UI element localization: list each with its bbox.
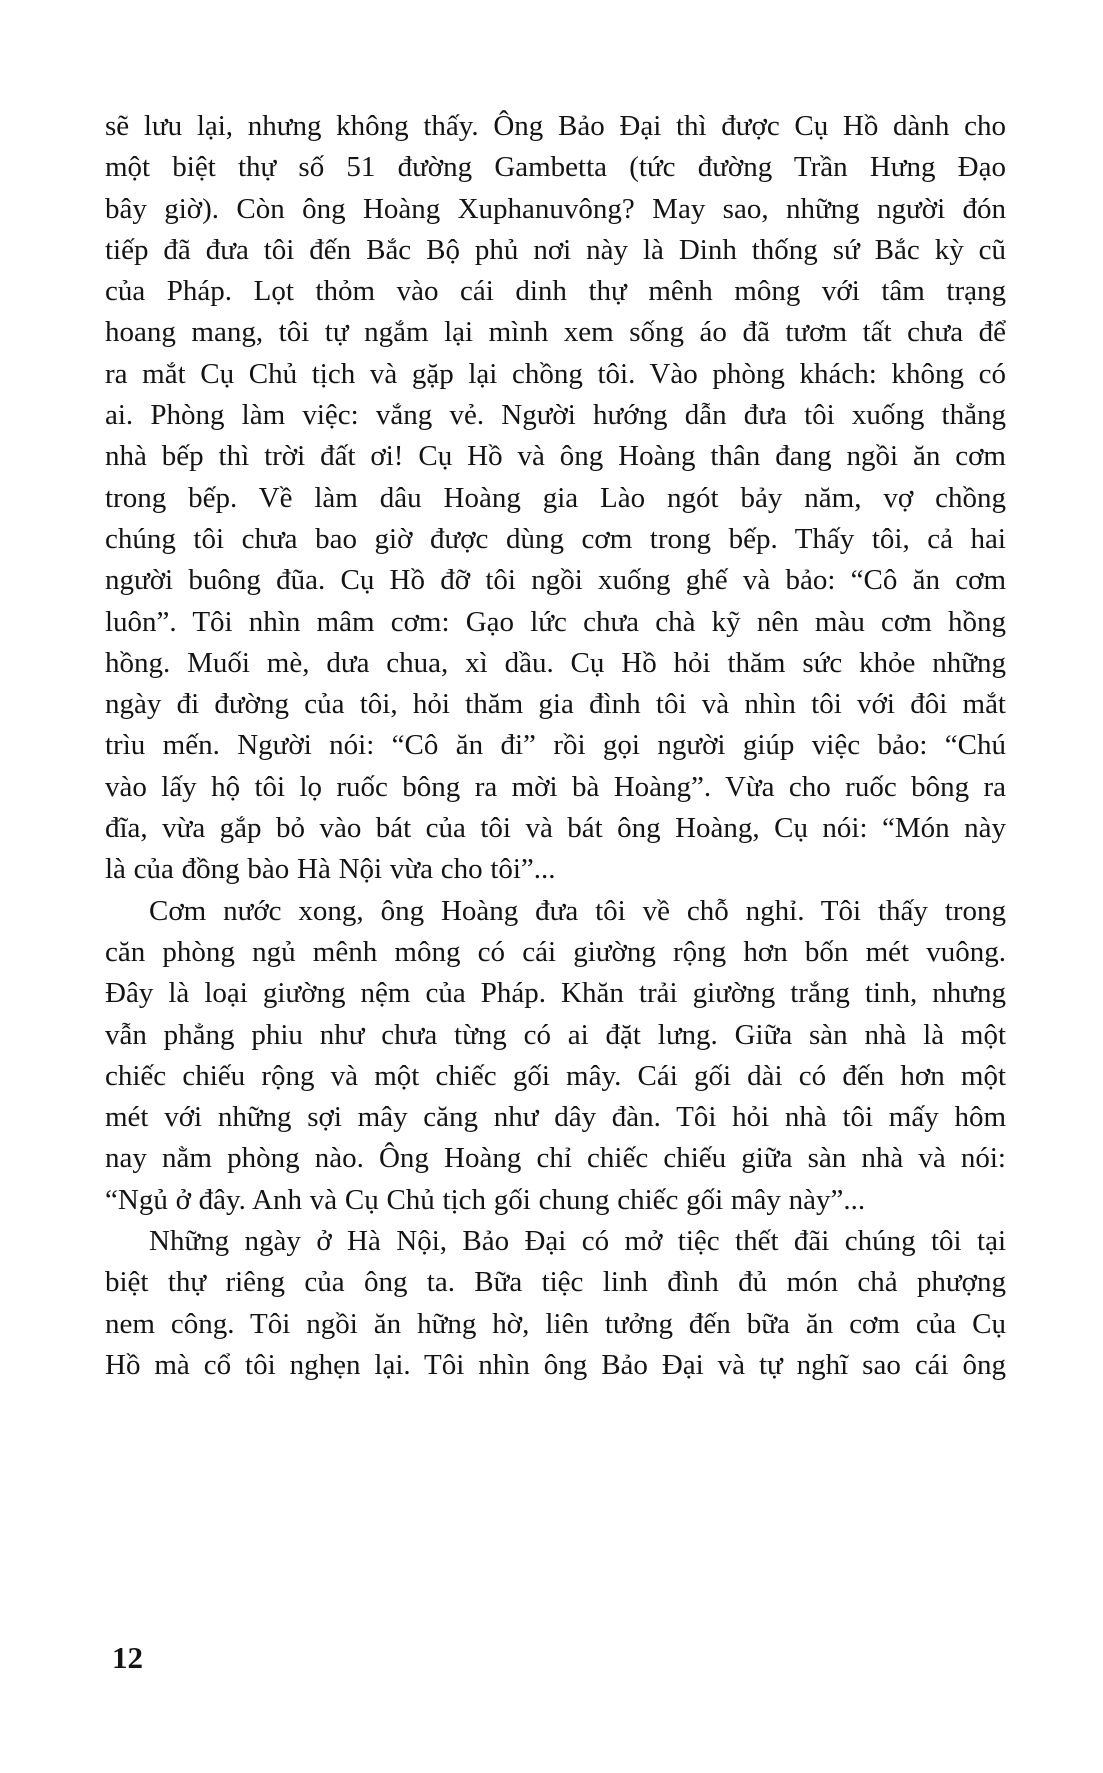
text-line: mét với những sợi mây căng như dây đàn. Tôi hỏi nhà tôi mấy hôm	[105, 1101, 1006, 1134]
text-line: ra mắt Cụ Chủ tịch và gặp lại chồng tôi. Vào phòng khách: không có	[105, 357, 1006, 390]
text-line: vào lấy hộ tôi lọ ruốc bông ra mời bà Hoàng”. Vừa cho ruốc bông ra	[105, 770, 1006, 803]
text-line: Cơm nước xong, ông Hoàng đưa tôi về chỗ nghỉ. Tôi thấy trong	[149, 894, 1006, 927]
text-line: “Ngủ ở đây. Anh và Cụ Chủ tịch gối chung chiếc gối mây này”...	[105, 1183, 866, 1216]
text-line: là của đồng bào Hà Nội vừa cho tôi”...	[105, 853, 556, 886]
text-line: bây giờ). Còn ông Hoàng Xuphanuvông? May sao, những người đón	[105, 192, 1006, 225]
text-line: vẫn phẳng phiu như chưa từng có ai đặt lưng. Giữa sàn nhà là một	[105, 1018, 1006, 1051]
text-line: hoang mang, tôi tự ngắm lại mình xem sống áo đã tươm tất chưa để	[105, 316, 1006, 349]
text-line: hồng. Muối mè, dưa chua, xì dầu. Cụ Hồ hỏi thăm sức khỏe những	[105, 646, 1006, 679]
text-line: người buông đũa. Cụ Hồ đỡ tôi ngồi xuống ghế và bảo: “Cô ăn cơm	[105, 564, 1006, 597]
paragraph	[105, 106, 1006, 891]
text-line: Hồ mà cổ tôi nghẹn lại. Tôi nhìn ông Bảo Đại và tự nghĩ sao cái ông	[105, 1348, 1006, 1381]
text-line: nay nằm phòng nào. Ông Hoàng chỉ chiếc chiếu giữa sàn nhà và nói:	[105, 1142, 1006, 1175]
text-line: Những ngày ở Hà Nội, Bảo Đại có mở tiệc thết đãi chúng tôi tại	[149, 1225, 1006, 1258]
paragraph	[105, 1221, 1006, 1386]
text-line: trìu mến. Người nói: “Cô ăn đi” rồi gọi người giúp việc bảo: “Chú	[105, 729, 1006, 762]
text-line: đĩa, vừa gắp bỏ vào bát của tôi và bát ông Hoàng, Cụ nói: “Món này	[105, 812, 1006, 845]
text-line: căn phòng ngủ mênh mông có cái giường rộng hơn bốn mét vuông.	[105, 935, 1006, 968]
text-line: một biệt thự số 51 đường Gambetta (tức đường Trần Hưng Đạo	[105, 151, 1006, 184]
text-line: của Pháp. Lọt thỏm vào cái dinh thự mênh mông với tâm trạng	[105, 275, 1006, 308]
text-line: chúng tôi chưa bao giờ được dùng cơm trong bếp. Thấy tôi, cả hai	[105, 522, 1006, 555]
text-line: luôn”. Tôi nhìn mâm cơm: Gạo lức chưa chà kỹ nên màu cơm hồng	[105, 605, 1006, 638]
text-line: biệt thự riêng của ông ta. Bữa tiệc linh đình đủ món chả phượng	[105, 1266, 1006, 1299]
text-line: ngày đi đường của tôi, hỏi thăm gia đình tôi và nhìn tôi với đôi mắt	[105, 688, 1006, 721]
text-line: Đây là loại giường nệm của Pháp. Khăn trải giường trắng tinh, nhưng	[105, 977, 1006, 1010]
text-line: chiếc chiếu rộng và một chiếc gối mây. Cái gối dài có đến hơn một	[105, 1059, 1006, 1092]
page-number: 12	[112, 1640, 143, 1675]
text-block	[105, 106, 1006, 1386]
text-line: nem công. Tôi ngồi ăn hững hờ, liên tưởng đến bữa ăn cơm của Cụ	[105, 1307, 1006, 1340]
text-line: tiếp đã đưa tôi đến Bắc Bộ phủ nơi này là Dinh thống sứ Bắc kỳ cũ	[105, 233, 1006, 266]
paragraph	[105, 891, 1006, 1221]
text-line: trong bếp. Về làm dâu Hoàng gia Lào ngót bảy năm, vợ chồng	[105, 481, 1006, 514]
text-line: ai. Phòng làm việc: vắng vẻ. Người hướng dẫn đưa tôi xuống thẳng	[105, 399, 1006, 432]
text-line: sẽ lưu lại, nhưng không thấy. Ông Bảo Đại thì được Cụ Hồ dành cho	[105, 110, 1006, 142]
text-line: nhà bếp thì trời đất ơi! Cụ Hồ và ông Hoàng thân đang ngồi ăn cơm	[105, 440, 1006, 473]
